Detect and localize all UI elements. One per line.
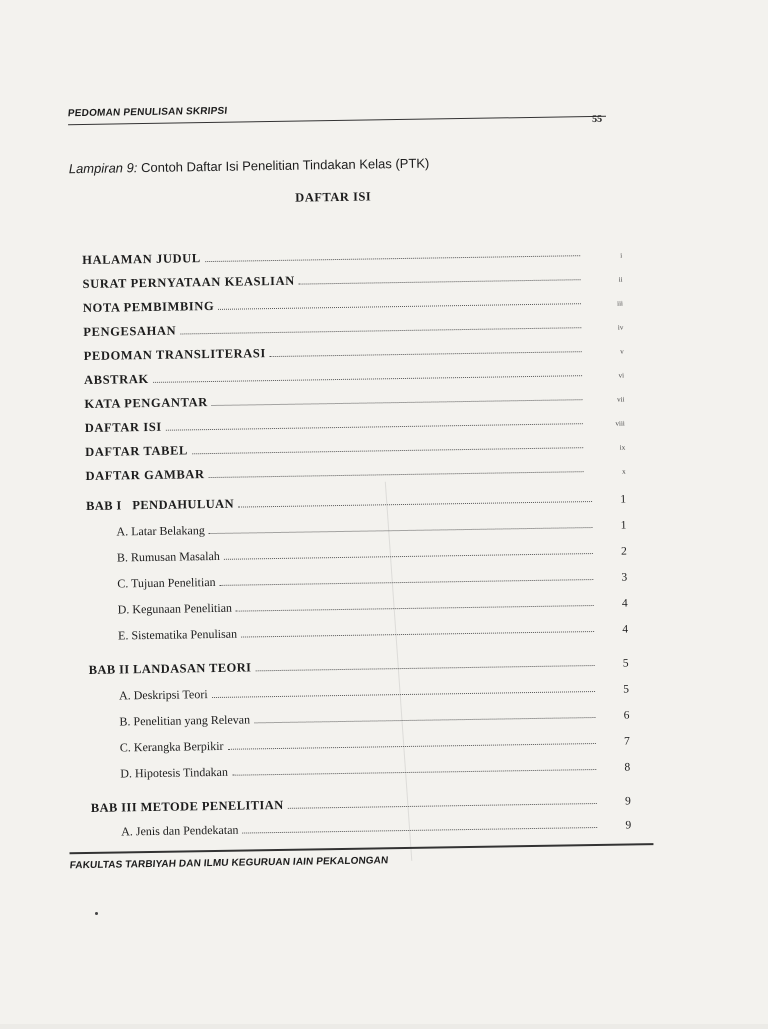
- toc-section: [88, 617, 628, 643]
- toc-row: [84, 386, 624, 412]
- toc-page: i: [620, 251, 623, 260]
- toc-section: [90, 729, 630, 755]
- toc-leader: [236, 605, 594, 612]
- toc-section-label: A. Deskripsi Teori: [118, 687, 208, 703]
- toc-row: [83, 314, 623, 340]
- toc-leader: [212, 399, 583, 406]
- toc-row: [84, 362, 624, 388]
- toc-label: DAFTAR GAMBAR: [85, 467, 205, 483]
- toc-section-label: B. Penelitian yang Relevan: [119, 712, 251, 729]
- toc-page: 4: [622, 623, 629, 636]
- toc-section: [87, 540, 627, 566]
- toc-page: 8: [624, 761, 631, 774]
- toc-row: [82, 266, 622, 292]
- toc-leader: [209, 471, 584, 478]
- toc-page: 1: [620, 493, 627, 506]
- toc-page: ii: [618, 275, 623, 284]
- toc-page: ix: [619, 443, 626, 452]
- toc-row: [84, 338, 624, 364]
- toc-chapter-label: BAB II LANDASAN TEORI: [88, 660, 252, 677]
- toc-row: [82, 242, 622, 268]
- toc-label: DAFTAR TABEL: [85, 443, 189, 459]
- toc-leader: [166, 423, 583, 431]
- toc-page: vii: [617, 395, 625, 404]
- toc-label: PENGESAHAN: [83, 323, 177, 340]
- toc-chapter-label: BAB III METODE PENELITIAN: [90, 797, 284, 815]
- toc-page: x: [622, 467, 626, 476]
- toc-page: 2: [621, 545, 627, 558]
- header-page-number: 55: [591, 113, 603, 125]
- toc-leader: [228, 743, 596, 750]
- toc-section: [89, 703, 629, 729]
- toc-page: 9: [624, 795, 631, 808]
- toc-title: DAFTAR ISI: [295, 189, 372, 205]
- appendix-label: Lampiran 9:: [68, 160, 138, 177]
- toc-leader: [192, 447, 583, 454]
- toc-section-label: E. Sistematika Penulisan: [117, 626, 238, 643]
- toc-section: [87, 565, 627, 591]
- toc-row: [85, 410, 625, 436]
- toc-page: v: [620, 347, 624, 356]
- toc-chapter-label: BAB I PENDAHULUAN: [85, 496, 235, 513]
- toc-page: iii: [617, 299, 624, 308]
- toc-section: [86, 514, 626, 540]
- table-of-contents: [82, 242, 632, 839]
- toc-section: [88, 591, 628, 617]
- toc-page: 7: [623, 735, 630, 748]
- toc-label: PEDOMAN TRANSLITERASI: [83, 346, 266, 364]
- toc-section-label: A. Latar Belakang: [116, 523, 205, 539]
- toc-row: [83, 290, 623, 316]
- toc-leader: [270, 351, 582, 357]
- toc-page: 6: [623, 709, 630, 722]
- toc-page: 5: [623, 683, 630, 696]
- toc-label: DAFTAR ISI: [84, 419, 162, 435]
- toc-leader: [224, 553, 593, 560]
- toc-leader: [232, 769, 596, 776]
- toc-section: [89, 677, 629, 703]
- toc-section-label: A. Jenis dan Pendekatan: [121, 822, 239, 839]
- toc-page: iv: [617, 323, 624, 332]
- toc-leader: [220, 579, 594, 586]
- toc-label: SURAT PERNYATAAN KEASLIAN: [82, 273, 295, 292]
- toc-row: [85, 458, 625, 484]
- toc-label: HALAMAN JUDUL: [82, 251, 201, 268]
- toc-section-label: C. Tujuan Penelitian: [117, 574, 216, 591]
- toc-chapter: [91, 789, 631, 815]
- toc-leader: [218, 303, 581, 310]
- toc-section-label: C. Kerangka Berpikir: [119, 738, 224, 755]
- toc-leader: [205, 255, 580, 262]
- toc-label: ABSTRAK: [83, 371, 149, 388]
- toc-leader: [243, 827, 598, 834]
- toc-section: [90, 755, 630, 781]
- appendix-text: Contoh Daftar Isi Penelitian Tindakan Kelas (PTK): [140, 155, 430, 176]
- toc-label: NOTA PEMBIMBING: [82, 298, 215, 316]
- toc-section-label: D. Kegunaan Penelitian: [117, 600, 233, 617]
- toc-leader: [288, 803, 597, 809]
- toc-page: 3: [621, 571, 628, 584]
- toc-chapter: [88, 651, 628, 677]
- toc-leader: [153, 375, 582, 383]
- toc-section: [91, 813, 631, 839]
- toc-page: vi: [618, 371, 625, 380]
- toc-page: 5: [622, 657, 629, 670]
- running-header: PEDOMAN PENULISAN SKRIPSI: [67, 105, 228, 120]
- toc-leader: [241, 631, 594, 638]
- toc-leader: [255, 665, 594, 671]
- toc-leader: [299, 279, 581, 284]
- toc-page: 1: [620, 519, 627, 532]
- toc-chapter: [86, 488, 626, 514]
- toc-section-label: D. Hipotesis Tindakan: [120, 764, 229, 781]
- toc-leader: [209, 527, 593, 534]
- toc-section-label: B. Rumusan Masalah: [116, 548, 220, 565]
- toc-page: 4: [621, 597, 628, 610]
- toc-leader: [180, 327, 581, 334]
- running-footer: FAKULTAS TARBIYAH DAN ILMU KEGURUAN IAIN PEKALONGAN: [69, 855, 389, 872]
- toc-label: KATA PENGANTAR: [84, 395, 208, 412]
- toc-page: viii: [615, 419, 625, 428]
- toc-leader: [254, 717, 595, 723]
- toc-row: [85, 434, 625, 460]
- toc-page: 9: [625, 819, 632, 832]
- toc-leader: [212, 691, 595, 698]
- footer-rule: [70, 843, 654, 854]
- toc-leader: [238, 501, 592, 508]
- appendix-caption: [69, 156, 430, 177]
